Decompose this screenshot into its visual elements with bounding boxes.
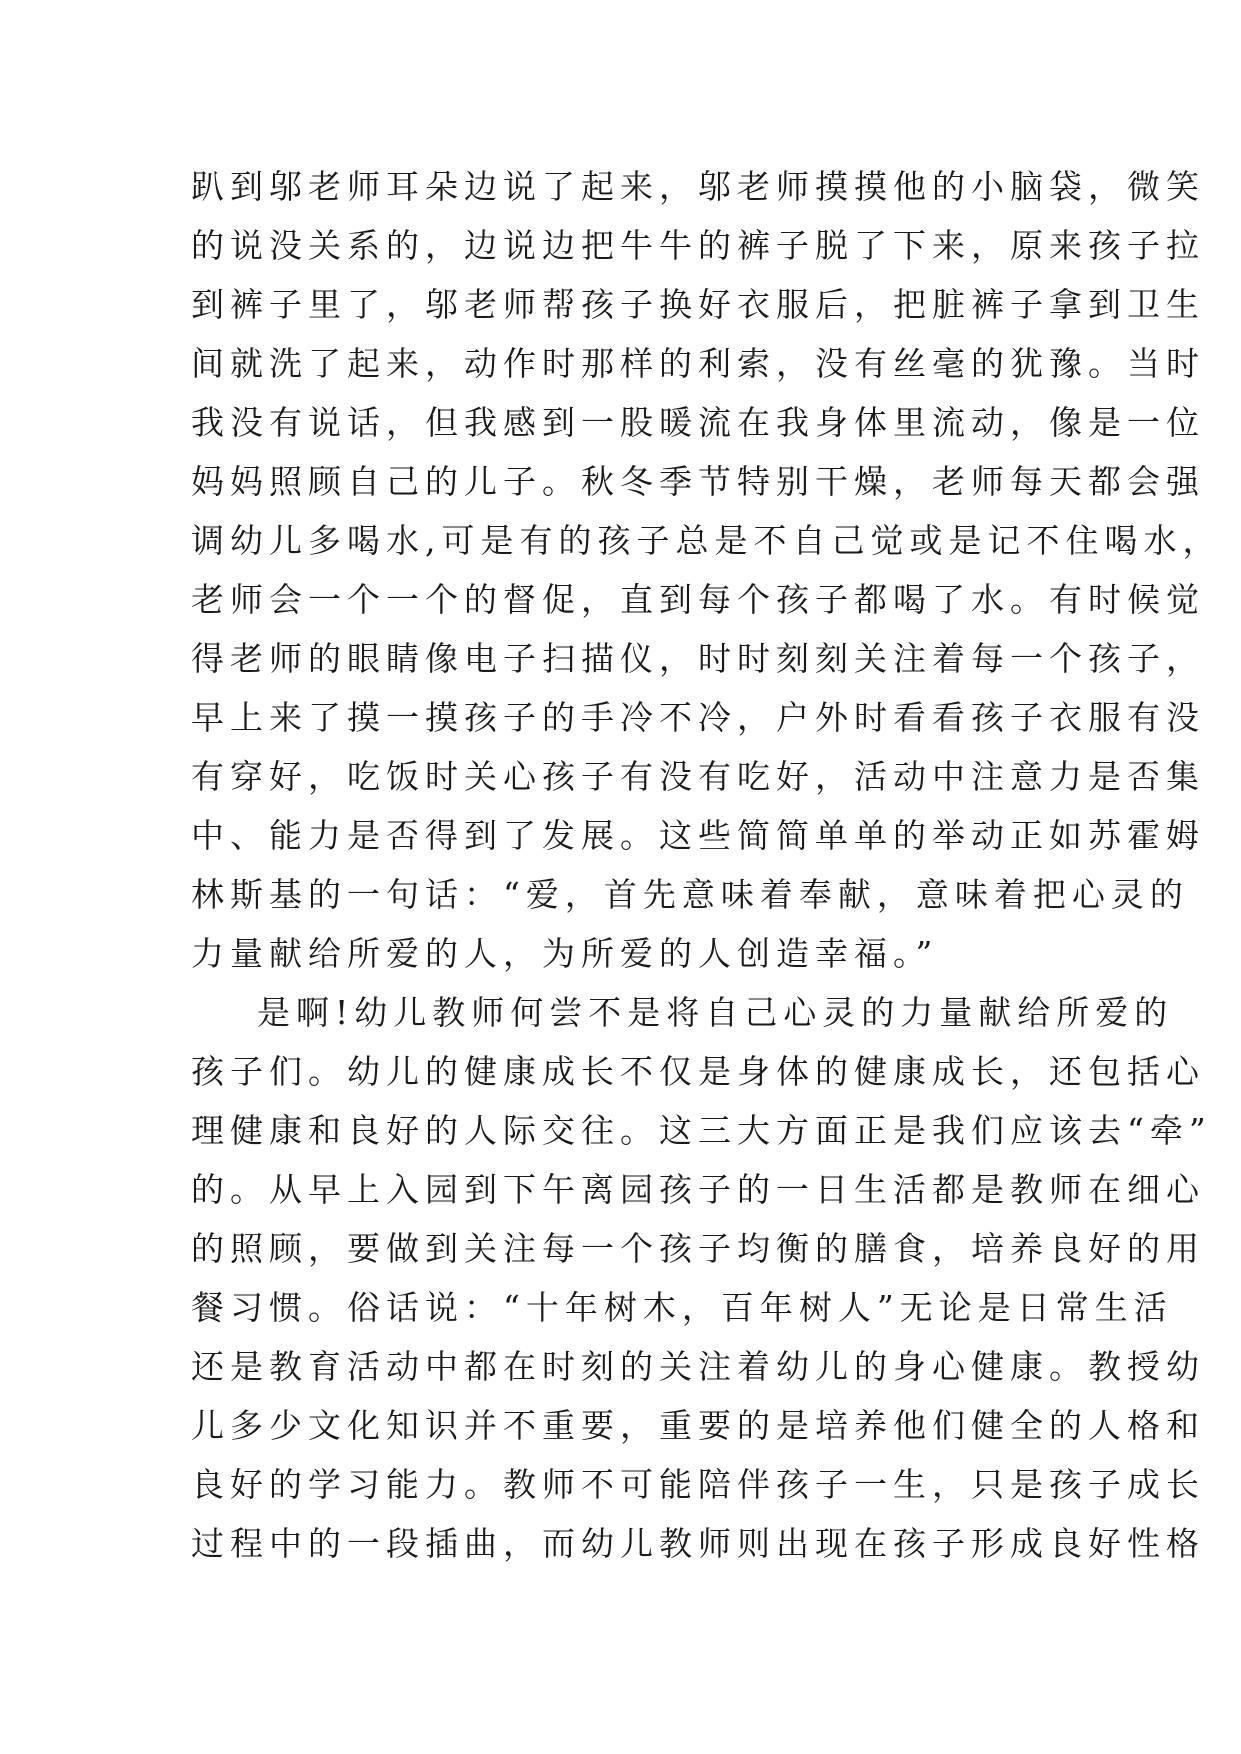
paragraph-2 <box>191 983 1212 1573</box>
paragraph-1 <box>191 157 1222 983</box>
text-line: 有穿好，吃饭时关心孩子有没有吃好，活动中注意力是否集 <box>191 757 1205 796</box>
text-line: 的。从早上入园到下午离园孩子的一日生活都是教师在细心 <box>191 1170 1205 1209</box>
text-line: 早上来了摸一摸孩子的手冷不冷，户外时看看孩子衣服有没 <box>191 698 1205 737</box>
text-line: 间就洗了起来，动作时那样的利索，没有丝毫的犹豫。当时 <box>191 344 1205 383</box>
text-line-indented: 是啊!幼儿教师何尝不是将自己心灵的力量献给所爱的 <box>257 993 1174 1032</box>
text-line: 老师会一个一个的督促，直到每个孩子都喝了水。有时候觉 <box>191 580 1205 619</box>
text-line: 良好的学习能力。教师不可能陪伴孩子一生，只是孩子成长 <box>191 1465 1205 1504</box>
text-line: 趴到邬老师耳朵边说了起来，邬老师摸摸他的小脑袋，微笑 <box>191 167 1205 206</box>
text-line: 还是教育活动中都在时刻的关注着幼儿的身心健康。教授幼 <box>191 1347 1205 1386</box>
text-line: 孩子们。幼儿的健康成长不仅是身体的健康成长，还包括心 <box>191 1052 1205 1091</box>
text-line: 妈妈照顾自己的儿子。秋冬季节特别干燥，老师每天都会强 <box>191 462 1205 501</box>
text-line: 到裤子里了，邬老师帮孩子换好衣服后，把脏裤子拿到卫生 <box>191 285 1205 324</box>
text-line: 力量献给所爱的人，为所爱的人创造幸福。” <box>191 934 939 973</box>
text-line: 我没有说话，但我感到一股暖流在我身体里流动，像是一位 <box>191 403 1205 442</box>
text-line: 餐习惯。俗话说：“十年树木，百年树人”无论是日常生活 <box>191 1288 1173 1327</box>
text-line: 中、能力是否得到了发展。这些简简单单的举动正如苏霍姆 <box>191 816 1205 855</box>
text-line: 得老师的眼睛像电子扫描仪，时时刻刻关注着每一个孩子， <box>191 639 1205 678</box>
text-line: 林斯基的一句话：“爱，首先意味着奉献，意味着把心灵的 <box>191 875 1189 914</box>
text-line: 儿多少文化知识并不重要，重要的是培养他们健全的人格和 <box>191 1406 1205 1445</box>
text-line: 的照顾，要做到关注每一个孩子均衡的膳食，培养良好的用 <box>191 1229 1205 1268</box>
text-line: 的说没关系的，边说边把牛牛的裤子脱了下来，原来孩子拉 <box>191 226 1205 265</box>
text-line: 调幼儿多喝水,可是有的孩子总是不自己觉或是记不住喝水， <box>191 521 1222 560</box>
text-line: 理健康和良好的人际交往。这三大方面正是我们应该去“牵” <box>191 1111 1212 1150</box>
document-body <box>191 157 1222 1573</box>
text-line: 过程中的一段插曲，而幼儿教师则出现在孩子形成良好性格 <box>191 1524 1205 1563</box>
